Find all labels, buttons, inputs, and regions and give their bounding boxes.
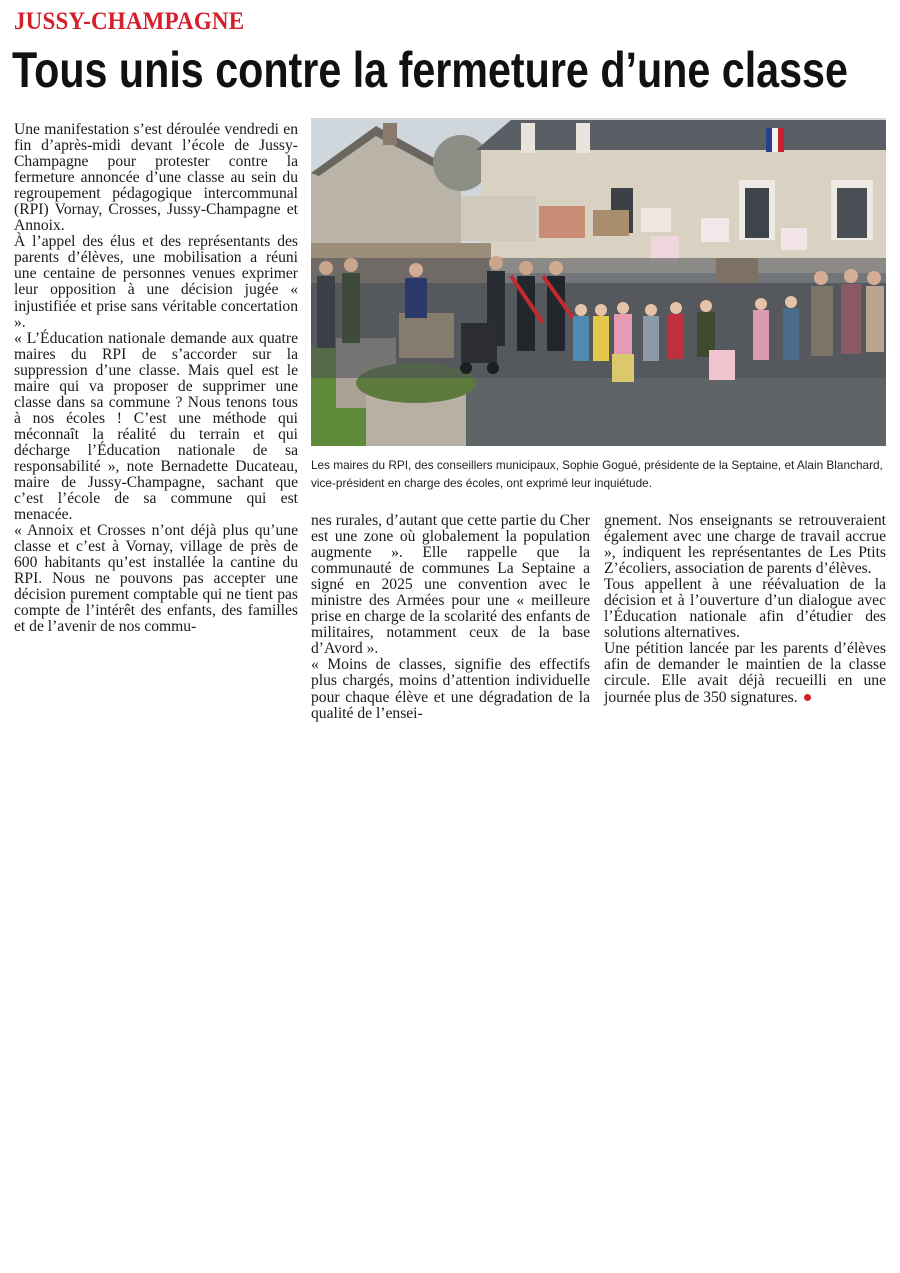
paragraph: gnement. Nos enseignants se retrouveraient également avec une charge de travail accrue », indiquent les représentantes de Les Ptits Z’écoliers, association de parents d’élèves.: [604, 512, 886, 578]
paragraph: Une manifestation s’est déroulée vendredi en fin d’après-midi devant l’école de Jussy-Champagne pour protester contre la fermeture annoncée d’une classe au sein du regroupement pédagogique intercommunal (RPI) Vornay, Crosses, Jussy-Champagne et Annoix.: [14, 121, 298, 235]
paragraph: « Annoix et Crosses n’ont déjà plus qu’une classe et c’est à Vornay, village de près de 600 habitants qu’est installée la cantine du RPI. Nous ne pouvons pas accepter une décision purement comptable qui ne tient pas compte de l’intérêt des enfants, des familles et de l’avenir de nos commu-: [14, 522, 298, 636]
article-headline: Tous unis contre la fermeture d’une classe: [12, 42, 848, 98]
article-column-3: [604, 513, 886, 706]
paragraph: « L’Éducation nationale demande aux quatre maires du RPI de s’accorder sur la suppression d’une classe. Mais quel est le maire qui va proposer de supprimer une classe dans sa commune ? Nous tenons tous à nos écoles ! C’est une méthode qui méconnaît la réalité du terrain et qui décharge l’Éducation nationale de sa responsabilité », note Bernadette Ducateau, maire de Jussy-Champagne, sachant que c’est l’école de sa commune qui est menacée.: [14, 329, 298, 524]
section-kicker: JUSSY-CHAMPAGNE: [14, 8, 245, 35]
paragraph-last: [604, 641, 886, 705]
paragraph: nes rurales, d’autant que cette partie du Cher est une zone où globalement la population augmente ». Elle rappelle que la communauté de communes La Septaine a signé en 2025 une convention avec le ministre des Armées pour une « meilleure prise en charge de la scolarité des enfants de militaires, notamment ceux de la base d’Avord ».: [311, 512, 590, 658]
photo-caption: Les maires du RPI, des conseillers municipaux, Sophie Gogué, présidente de la Septaine, et Alain Blanchard, vice-président en charge des écoles, ont exprimé leur inquiétude.: [311, 458, 883, 490]
article-column-2: [311, 513, 590, 722]
paragraph: Tous appellent à une réévaluation de la décision et à l’ouverture d’un dialogue avec l’Éducation nationale afin d’étudier des solutions alternatives.: [604, 576, 886, 642]
end-mark-icon: [804, 694, 811, 701]
paragraph-text: Une pétition lancée par les parents d’élèves afin de demander le maintien de la classe circule. Elle avait déjà recueilli en une journée plus de 350 signatures.: [604, 640, 886, 706]
group-photo-icon: [311, 118, 886, 446]
article-column-1: [14, 122, 298, 636]
paragraph: À l’appel des élus et des représentants des parents d’élèves, une mobilisation a réuni une centaine de personnes venues exprimer leur opposition à une décision jugée « injustifiée et prise sans véritable concertation ».: [14, 233, 298, 331]
article-photo: [311, 118, 886, 446]
paragraph: « Moins de classes, signifie des effectifs plus chargés, moins d’attention individuelle pour chaque élève et une dégradation de la qualité de l’ensei-: [311, 656, 590, 722]
